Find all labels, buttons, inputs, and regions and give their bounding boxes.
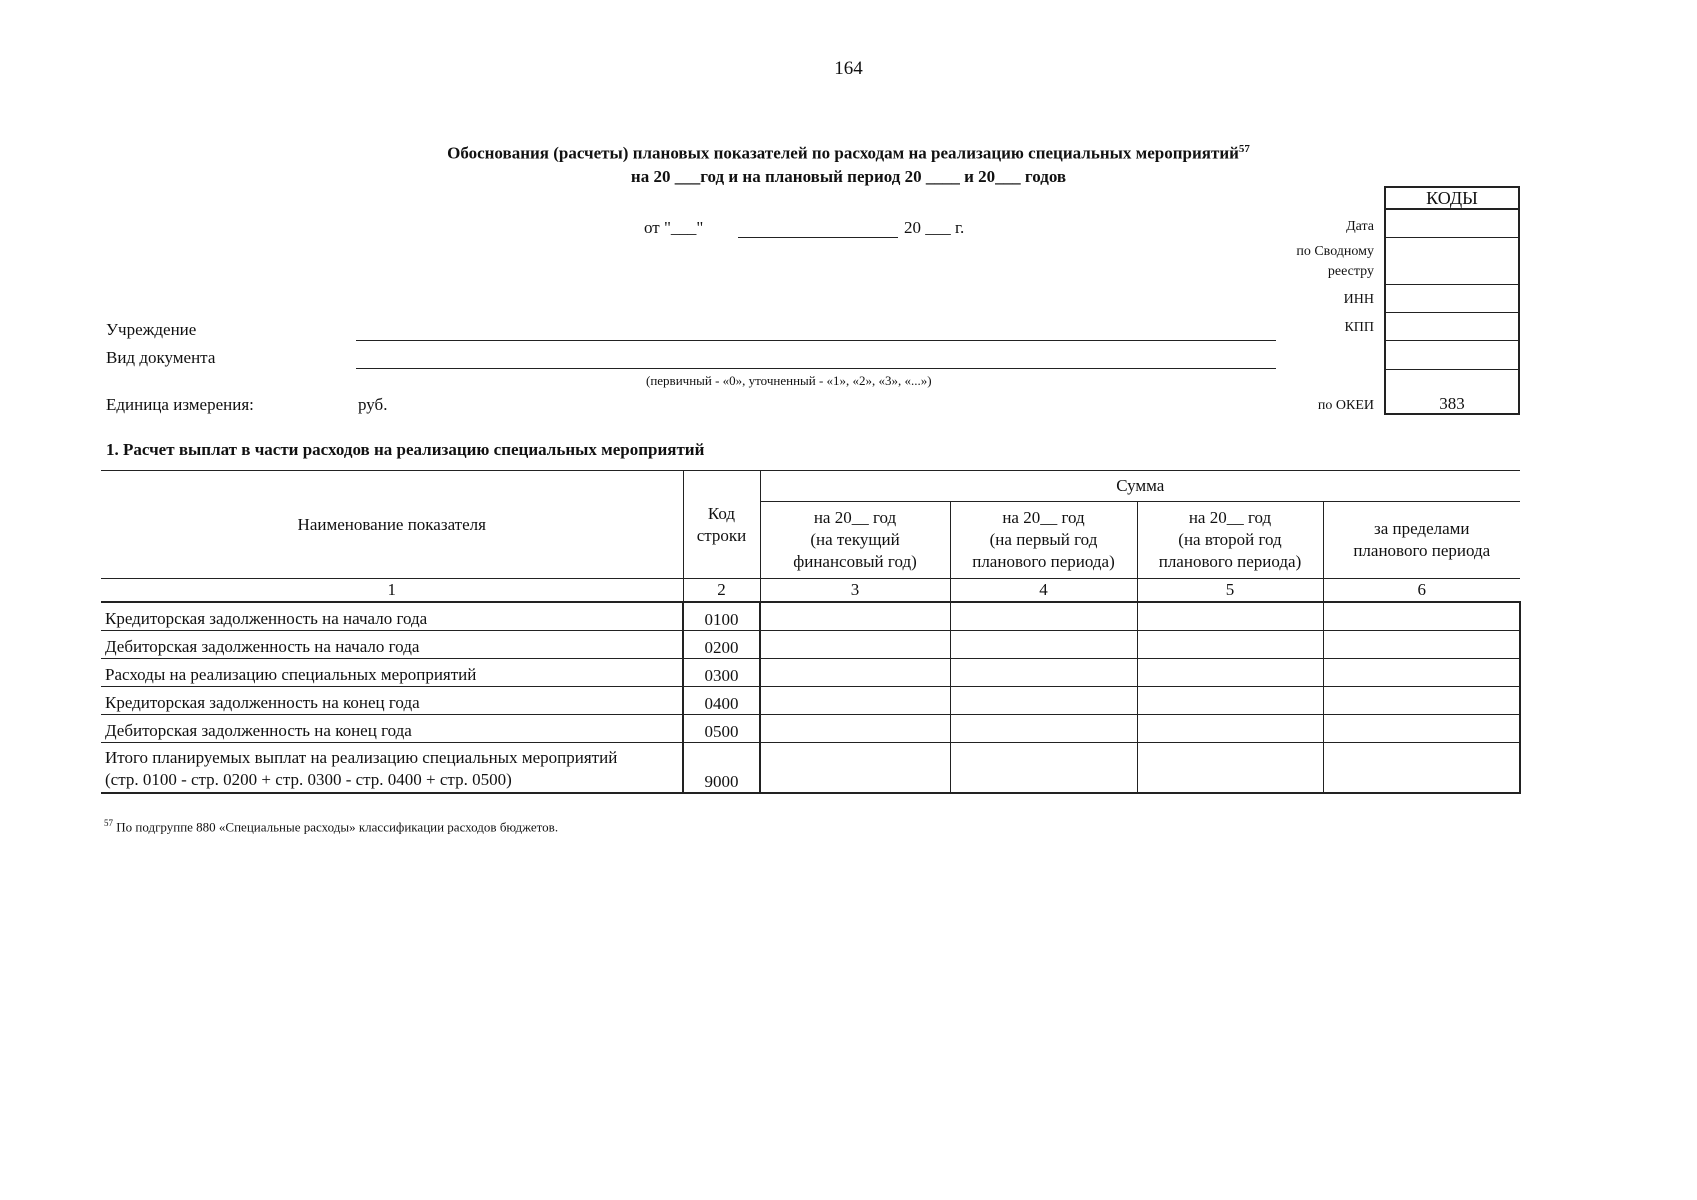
col-number-5: 5 (1137, 579, 1323, 603)
code-date-cell[interactable] (1386, 210, 1518, 238)
row-code: 0100 (683, 602, 760, 631)
code-label-kpp: КПП (1344, 320, 1374, 335)
table-row (101, 659, 1520, 687)
row-code: 0400 (683, 687, 760, 715)
header-code-line2: строки (696, 525, 747, 545)
total-row-name-line1: Итого планируемых выплат на реализацию специальных мероприятий (105, 748, 618, 767)
code-label-okei: по ОКЕИ (1317, 398, 1374, 413)
doc-type-field[interactable] (356, 368, 1276, 369)
table-row (101, 687, 1520, 715)
value-cell[interactable] (1137, 659, 1323, 687)
code-label-inn: ИНН (1343, 292, 1374, 307)
section-title: 1. Расчет выплат в части расходов на реализацию специальных мероприятий (106, 440, 705, 459)
header-code-line1: Код (707, 503, 736, 523)
date-prefix: от "___" (644, 218, 704, 237)
header-col4-line2: (на первый год (989, 530, 1098, 549)
value-cell[interactable] (1323, 743, 1520, 794)
title-footnote-ref: 57 (1238, 143, 1250, 155)
row-name: Расходы на реализацию специальных мероприятий (101, 659, 683, 687)
header-code (683, 471, 760, 579)
code-kpp-cell[interactable] (1386, 313, 1518, 341)
header-col6 (1323, 502, 1520, 579)
row-code: 0200 (683, 631, 760, 659)
row-name: Кредиторская задолженность на начало года (101, 602, 683, 631)
institution-label: Учреждение (106, 320, 197, 339)
value-cell[interactable] (950, 687, 1137, 715)
header-col5 (1137, 502, 1323, 579)
table-row (101, 715, 1520, 743)
value-cell[interactable] (950, 715, 1137, 743)
header-col4 (950, 502, 1137, 579)
header-sum: Сумма (760, 471, 1520, 502)
code-label-registry-1: по Сводному (1296, 244, 1374, 259)
value-cell[interactable] (760, 715, 950, 743)
header-col5-line2: (на второй год (1178, 530, 1282, 549)
value-cell[interactable] (950, 631, 1137, 659)
value-cell[interactable] (1137, 687, 1323, 715)
doc-type-hint: (первичный - «0», уточненный - «1», «2», «3», «...») (646, 373, 932, 388)
codes-header: КОДЫ (1386, 188, 1518, 210)
row-name: Дебиторская задолженность на начало года (101, 631, 683, 659)
value-cell[interactable] (760, 687, 950, 715)
code-label-date: Дата (1346, 219, 1374, 234)
unit-value: руб. (358, 395, 388, 414)
col-number-2: 2 (683, 579, 760, 603)
row-name: Кредиторская задолженность на конец года (101, 687, 683, 715)
value-cell[interactable] (950, 743, 1137, 794)
value-cell[interactable] (1323, 631, 1520, 659)
header-col6-line1: за пределами (1374, 519, 1470, 538)
value-cell[interactable] (1323, 715, 1520, 743)
header-col5-line3: планового периода) (1158, 552, 1302, 571)
value-cell[interactable] (1323, 687, 1520, 715)
header-col3-line3: финансовый год) (793, 552, 917, 571)
value-cell[interactable] (1137, 715, 1323, 743)
footnote (104, 818, 558, 835)
value-cell[interactable] (760, 743, 950, 794)
value-cell[interactable] (760, 659, 950, 687)
row-name: Дебиторская задолженность на конец года (101, 715, 683, 743)
total-row-code: 9000 (683, 743, 760, 794)
table-row (101, 631, 1520, 659)
header-col3-line1: на 20__ год (813, 508, 897, 527)
header-col3-line2: (на текущий (810, 530, 900, 549)
value-cell[interactable] (1137, 602, 1323, 631)
header-col3 (760, 502, 950, 579)
value-cell[interactable] (1137, 743, 1323, 794)
footnote-text: По подгруппе 880 «Специальные расходы» классификации расходов бюджетов. (113, 819, 559, 835)
institution-field[interactable] (356, 340, 1276, 341)
col-number-3: 3 (760, 579, 950, 603)
total-row-name (101, 743, 683, 794)
header-name: Наименование показателя (101, 471, 683, 579)
header-col4-line3: планового периода) (972, 552, 1115, 571)
footnote-number: 57 (104, 818, 113, 828)
value-cell[interactable] (950, 659, 1137, 687)
row-code: 0500 (683, 715, 760, 743)
table-row (101, 602, 1520, 631)
value-cell[interactable] (1137, 631, 1323, 659)
payments-table (101, 470, 1521, 794)
value-cell[interactable] (950, 602, 1137, 631)
unit-label: Единица измерения: (106, 395, 254, 414)
date-year: 20 ___ г. (904, 218, 965, 237)
value-cell[interactable] (760, 602, 950, 631)
header-col4-line1: на 20__ год (1002, 508, 1085, 527)
code-doctype-cell[interactable] (1386, 341, 1518, 370)
page-number: 164 (834, 58, 863, 79)
total-row-name-line2: (стр. 0100 - стр. 0200 + стр. 0300 - стр. 0400 + стр. 0500) (105, 770, 512, 789)
col-number-4: 4 (950, 579, 1137, 603)
code-label-registry-2: реестру (1327, 264, 1374, 279)
header-col5-line1: на 20__ год (1188, 508, 1272, 527)
value-cell[interactable] (1323, 602, 1520, 631)
doc-type-label: Вид документа (106, 348, 216, 367)
total-row (101, 743, 1520, 794)
codes-box (1384, 186, 1520, 415)
code-okei-value: 383 (1439, 394, 1465, 413)
header-col6-line2: планового периода (1353, 541, 1491, 560)
document-title (0, 143, 1697, 164)
value-cell[interactable] (1323, 659, 1520, 687)
date-month-line[interactable] (738, 237, 898, 238)
code-inn-cell[interactable] (1386, 285, 1518, 313)
value-cell[interactable] (760, 631, 950, 659)
document-title-text: Обоснования (расчеты) плановых показателей по расходам на реализацию специальных мероприятий (447, 143, 1239, 163)
row-code: 0300 (683, 659, 760, 687)
col-number-1: 1 (101, 579, 683, 603)
document-subtitle: на 20 ___год и на плановый период 20 ____ и 20___ годов (630, 167, 1067, 186)
code-registry-cell[interactable] (1386, 238, 1518, 285)
col-number-6: 6 (1323, 579, 1520, 603)
